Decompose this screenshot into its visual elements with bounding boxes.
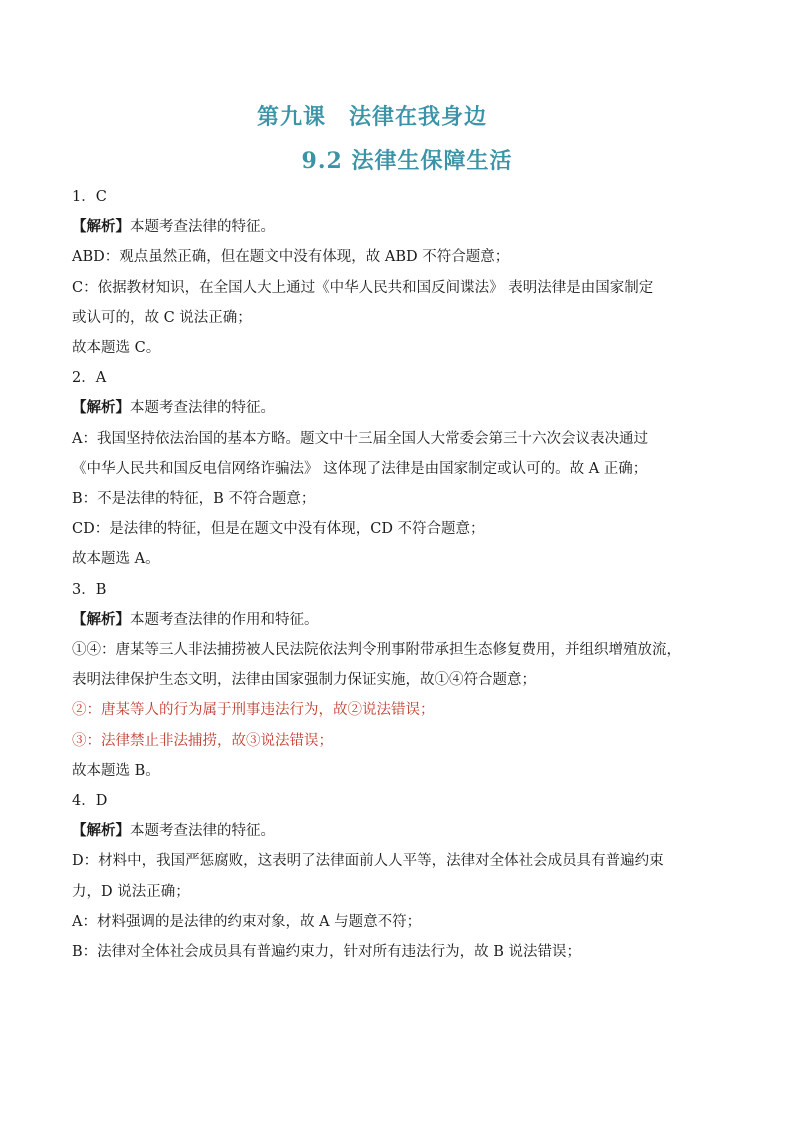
answer-line-text: 力，D 说法正确；: [72, 883, 190, 900]
answer-line: [72, 212, 732, 242]
answer-line: [72, 514, 732, 544]
answer-line-text: 本题考查法律的作用和特征。: [130, 611, 319, 628]
answer-line: [72, 454, 732, 484]
answer-line: [72, 846, 732, 876]
answer-line: [72, 816, 732, 846]
analysis-label: 【解析】: [72, 822, 130, 840]
answer-line: [72, 484, 732, 514]
answer-line: [72, 635, 732, 665]
answer-line: [72, 333, 732, 363]
answer-line-text: ABD：观点虽然正确，但在题文中没有体现，故 ABD 不符合题意；: [72, 249, 510, 266]
answer-line: [72, 242, 732, 272]
answer-line: [72, 393, 732, 423]
answer-line: [72, 665, 732, 695]
answer-line-text: B：法律对全体社会成员具有普遍约束力，针对所有违法行为，故 B 说法错误；: [72, 944, 582, 961]
answer-line-text: 本题考查法律的特征。: [130, 400, 275, 417]
answer-line: [72, 273, 732, 303]
answer-line-text: ③：法律禁止非法捕捞，故③说法错误；: [72, 732, 333, 749]
answer-line-text: 《中华人民共和国反电信网络诈骗法》 这体现了法律是由国家制定或认可的。故 A 正确；: [72, 460, 648, 477]
answer-line-text: 故本题选 C。: [72, 340, 161, 357]
answer-line-text: C：依据教材知识，在全国人大上通过《中华人民共和国反间谍法》 表明法律是由国家制定: [72, 279, 654, 296]
answer-line-text: 或认可的，故 C 说法正确；: [72, 309, 252, 326]
answer-line-text: 4．D: [72, 793, 108, 810]
answer-line-text: 本题考查法律的特征。: [130, 219, 275, 236]
answer-content: [72, 182, 732, 967]
answer-line-text: 故本题选 A。: [72, 551, 160, 568]
answer-line: [72, 575, 732, 605]
answer-line-text: 3．B: [72, 581, 107, 598]
answer-line: [72, 695, 732, 725]
answer-line-text: 本题考查法律的特征。: [130, 823, 275, 840]
answer-line: [72, 182, 732, 212]
answer-line-text: A：我国坚持依法治国的基本方略。题文中十三届全国人大常委会第三十六次会议表决通过: [72, 430, 648, 447]
answer-line-text: 1．C: [72, 189, 107, 205]
answer-line-text: ①④：唐某等三人非法捕捞被人民法院依法判令刑事附带承担生态修复费用，并组织增殖放流，: [72, 642, 681, 659]
answer-line-text: CD：是法律的特征，但是在题文中没有体现，CD 不符合题意；: [72, 521, 485, 538]
answer-line: [72, 907, 732, 937]
answer-line: [72, 303, 732, 333]
answer-line-text: ②：唐某等人的行为属于刑事违法行为，故②说法错误；: [72, 702, 435, 719]
answer-line-text: 表明法律保护生态文明，法律由国家强制力保证实施，故①④符合题意；: [72, 672, 536, 689]
answer-line: [72, 756, 732, 786]
answer-line-text: D：材料中，我国严惩腐败，这表明了法律面前人人平等，法律对全体社会成员具有普遍约束: [72, 853, 664, 870]
answer-line: [72, 786, 732, 816]
answer-line-text: 2．A: [72, 370, 107, 387]
answer-line: [72, 363, 732, 393]
answer-line: [72, 424, 732, 454]
answer-line-text: A：材料强调的是法律的约束对象，故 A 与题意不符；: [72, 913, 422, 930]
section-subtitle: 9.2 法律生保障生活: [301, 148, 513, 174]
answer-line: [72, 544, 732, 574]
lesson-title: 第九课 法律在我身边: [256, 104, 487, 130]
answer-line: [72, 726, 732, 756]
answer-line-text: B：不是法律的特征，B 不符合题意；: [72, 491, 316, 508]
analysis-label: 【解析】: [72, 610, 130, 628]
answer-line-text: 故本题选 B。: [72, 762, 160, 779]
analysis-label: 【解析】: [72, 399, 130, 417]
analysis-label: 【解析】: [72, 218, 130, 236]
answer-line: [72, 605, 732, 635]
answer-line: [72, 877, 732, 907]
answer-line: [72, 937, 732, 967]
